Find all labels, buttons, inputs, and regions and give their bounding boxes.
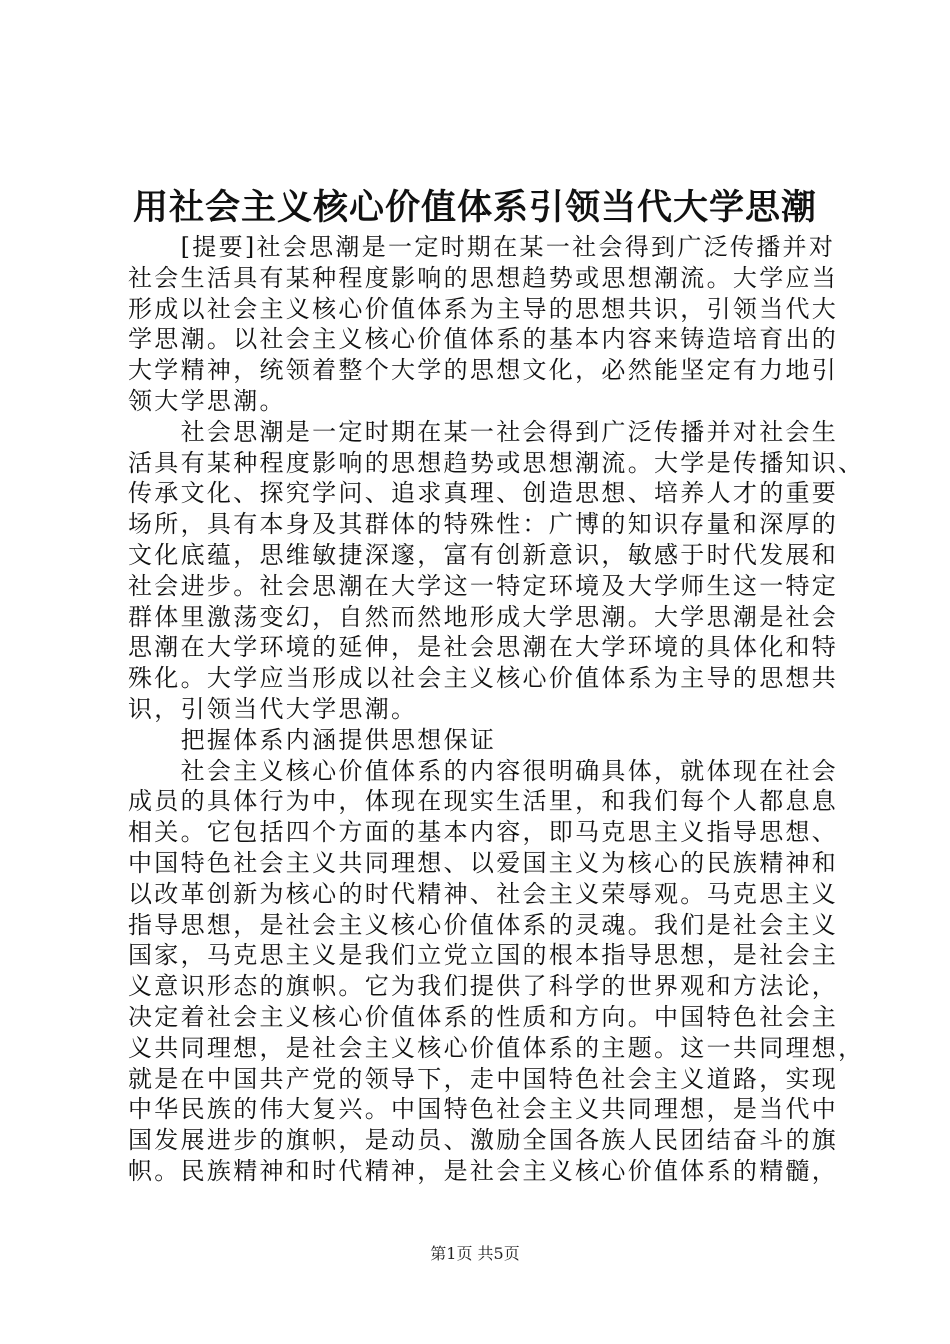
body-text-line: 成员的具体行为中，体现在现实生活里，和我们每个人都息息 (128, 787, 839, 816)
body-text-line: 识，引领当代大学思潮。 (128, 694, 418, 723)
body-text-line: 社会思潮是一定时期在某一社会得到广泛传播并对社会生 (128, 417, 839, 446)
body-text-line: 传承文化、探究学问、追求真理、创造思想、培养人才的重要 (128, 479, 839, 508)
body-text-line: 思潮在大学环境的延伸，是社会思潮在大学环境的具体化和特 (128, 633, 839, 662)
body-text-line: 国家，马克思主义是我们立党立国的根本指导思想，是社会主 (128, 941, 839, 970)
body-text-line: 殊化。大学应当形成以社会主义核心价值体系为主导的思想共 (128, 664, 839, 693)
body-text-line: 大学精神，统领着整个大学的思想文化，必然能坚定有力地引 (128, 356, 839, 385)
body-text-line: [提要]社会思潮是一定时期在某一社会得到广泛传播并对 (128, 233, 836, 261)
body-text-line: 文化底蕴，思维敏捷深邃，富有创新意识，敏感于时代发展和 (128, 540, 839, 569)
body-text-line: 社会进步。社会思潮在大学这一特定环境及大学师生这一特定 (128, 571, 839, 600)
body-text-line: 中华民族的伟大复兴。中国特色社会主义共同理想，是当代中 (128, 1095, 839, 1124)
body-text-line: 社会主义核心价值体系的内容很明确具体，就体现在社会 (128, 756, 839, 785)
page-number-footer: 第1页 共5页 (430, 1244, 520, 1263)
body-text-line: 相关。它包括四个方面的基本内容，即马克思主义指导思想、 (128, 818, 839, 847)
body-text-line: 社会生活具有某种程度影响的思想趋势或思想潮流。大学应当 (128, 263, 839, 292)
body-text-line: 活具有某种程度影响的思想趋势或思想潮流。大学是传播知识、 (128, 448, 865, 477)
body-text-line: 场所，具有本身及其群体的特殊性：广博的知识存量和深厚的 (128, 510, 839, 539)
body-text-line: 以改革创新为核心的时代精神、社会主义荣辱观。马克思主义 (128, 879, 839, 908)
document-body (128, 232, 865, 1187)
document-title: 用社会主义核心价值体系引领当代大学思潮 (132, 188, 817, 228)
body-text-line: 群体里激荡变幻，自然而然地形成大学思潮。大学思潮是社会 (128, 602, 839, 631)
body-text-line: 义意识形态的旗帜。它为我们提供了科学的世界观和方法论， (128, 972, 839, 1001)
body-text-line: 就是在中国共产党的领导下，走中国特色社会主义道路，实现 (128, 1064, 839, 1093)
body-text-line: 帜。民族精神和时代精神，是社会主义核心价值体系的精髓， (128, 1156, 839, 1185)
body-text-line: 领大学思潮。 (128, 386, 286, 415)
body-text-line: 中国特色社会主义共同理想、以爱国主义为核心的民族精神和 (128, 848, 839, 877)
body-text-line: 指导思想，是社会主义核心价值体系的灵魂。我们是社会主义 (128, 910, 839, 939)
body-text-line: 义共同理想，是社会主义核心价值体系的主题。这一共同理想， (128, 1033, 865, 1062)
body-text-line: 决定着社会主义核心价值体系的性质和方向。中国特色社会主 (128, 1002, 839, 1031)
body-text-line: 把握体系内涵提供思想保证 (128, 725, 497, 754)
body-text-line: 形成以社会主义核心价值体系为主导的思想共识，引领当代大 (128, 294, 839, 323)
body-text-line: 国发展进步的旗帜，是动员、激励全国各族人民团结奋斗的旗 (128, 1126, 839, 1155)
body-text-line: 学思潮。以社会主义核心价值体系的基本内容来铸造培育出的 (128, 325, 839, 354)
